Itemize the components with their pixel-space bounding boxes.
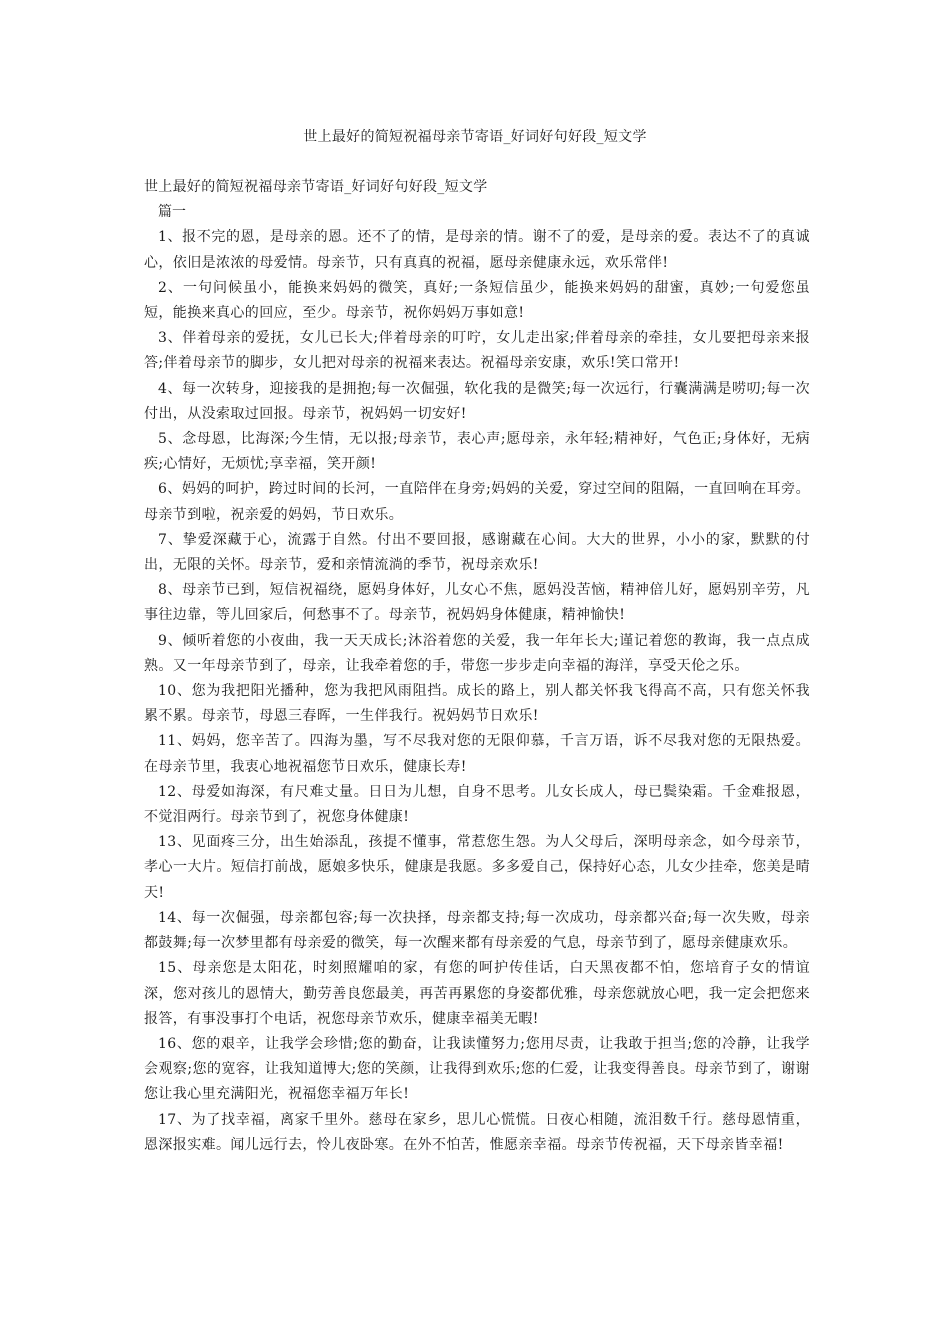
paragraph: 6、妈妈的呵护，跨过时间的长河，一直陪伴在身旁;妈妈的关爱，穿过空间的阻隔，一直回响在耳旁。母亲节到啦，祝亲爱的妈妈，节日欢乐。 <box>144 481 810 523</box>
page-header-title: 世上最好的简短祝福母亲节寄语_好词好句好段_短文学 <box>303 129 647 145</box>
document-title: 世上最好的简短祝福母亲节寄语_好词好句好段_短文学 <box>144 179 488 195</box>
paragraph: 11、妈妈，您辛苦了。四海为墨，写不尽我对您的无限仰慕，千言万语，诉不尽我对您的无限热爱。在母亲节里，我衷心地祝福您节日欢乐，健康长寿! <box>144 733 810 775</box>
paragraph: 12、母爱如海深，有尺难丈量。日日为儿想，自身不思考。儿女长成人，母已鬓染霜。千金难报恩，不觉泪两行。母亲节到了，祝您身体健康! <box>144 783 810 826</box>
paragraph: 3、伴着母亲的爱抚，女儿已长大;伴着母亲的叮咛，女儿走出家;伴着母亲的牵挂，女儿要把母亲来报答;伴着母亲节的脚步，女儿把对母亲的祝福来表达。祝福母亲安康，欢乐!笑口常开! <box>144 330 810 372</box>
paragraph: 5、念母恩，比海深;今生情，无以报;母亲节，表心声;愿母亲，永年轻;精神好，气色正;身体好，无病疾;心情好，无烦忧;享幸福，笑开颜! <box>144 431 810 473</box>
paragraph: 4、每一次转身，迎接我的是拥抱;每一次倔强，软化我的是微笑;每一次远行，行囊满满是唠叨;每一次付出，从没索取过回报。母亲节，祝妈妈一切安好! <box>144 380 810 422</box>
paragraph: 10、您为我把阳光播种，您为我把风雨阻挡。成长的路上，别人都关怀我飞得高不高，只有您关怀我累不累。母亲节，母恩三春晖，一生伴我行。祝妈妈节日欢乐! <box>144 683 810 725</box>
paragraph: 8、母亲节已到，短信祝福绕，愿妈身体好，儿女心不焦，愿妈没苦恼，精神倍儿好，愿妈别辛劳，凡事往边靠，等儿回家后，何愁事不了。母亲节，祝妈妈身体健康，精神愉快! <box>144 582 810 624</box>
paragraph: 17、为了找幸福，离家千里外。慈母在家乡，思儿心慌慌。日夜心相随，流泪数千行。慈母恩情重，恩深报实难。闻儿远行去，怜儿夜卧寒。在外不怕苦，惟愿亲幸福。母亲节传祝福，天下母亲皆幸福! <box>144 1111 810 1153</box>
paragraph: 9、倾听着您的小夜曲，我一天天成长;沐浴着您的关爱，我一年年长大;谨记着您的教诲，我一点点成熟。又一年母亲节到了，母亲，让我牵着您的手，带您一步步走向幸福的海洋，享受天伦之乐。 <box>144 632 810 674</box>
paragraph: 14、每一次倔强，母亲都包容;每一次抉择，母亲都支持;每一次成功，母亲都兴奋;每一次失败，母亲都鼓舞;每一次梦里都有母亲爱的微笑，每一次醒来都有母亲爱的气息，母亲节到了，愿母亲健康欢乐。 <box>144 909 810 952</box>
paragraph: 1、报不完的恩，是母亲的恩。还不了的情，是母亲的情。谢不了的爱，是母亲的爱。表达不了的真诚心，依旧是浓浓的母爱情。母亲节，只有真真的祝福，愿母亲健康永远，欢乐常伴! <box>144 229 810 271</box>
paragraph: 2、一句问候虽小，能换来妈妈的微笑，真好;一条短信虽少，能换来妈妈的甜蜜，真妙;一句爱您虽短，能换来真心的回应，至少。母亲节，祝你妈妈万事如意! <box>144 279 810 322</box>
paragraph: 16、您的艰辛，让我学会珍惜;您的勤奋，让我读懂努力;您用尽责，让我敢于担当;您的冷静，让我学会观察;您的宽容，让我知道博大;您的笑颜，让我得到欢乐;您的仁爱，让我变得善良。母亲节到了，谢谢您让我心里充满阳光，祝福您幸福万年长! <box>144 1035 810 1103</box>
paragraph: 15、母亲您是太阳花，时刻照耀咱的家，有您的呵护传佳话，白天黑夜都不怕，您培育子女的情谊深，您对孩儿的恩情大，勤劳善良您最美，再苦再累您的身姿都优雅，母亲您就放心吧，我一定会把您来报答，有事没事打个电话，祝您母亲节欢乐，健康幸福美无暇! <box>144 960 810 1027</box>
paragraph: 7、挚爱深藏于心，流露于自然。付出不要回报，感谢藏在心间。大大的世界，小小的家，默默的付出，无限的关怀。母亲节，爱和亲情流淌的季节，祝母亲欢乐! <box>144 531 810 574</box>
section-label: 篇一 <box>158 204 186 221</box>
document-body <box>144 175 810 1158</box>
paragraph: 13、见面疼三分，出生始添乱，孩提不懂事，常惹您生怨。为人父母后，深明母亲念，如今母亲节，孝心一大片。短信打前战，愿娘多快乐，健康是我愿。多多爱自己，保持好心态，儿女少挂牵，您美是晴天! <box>144 834 810 901</box>
